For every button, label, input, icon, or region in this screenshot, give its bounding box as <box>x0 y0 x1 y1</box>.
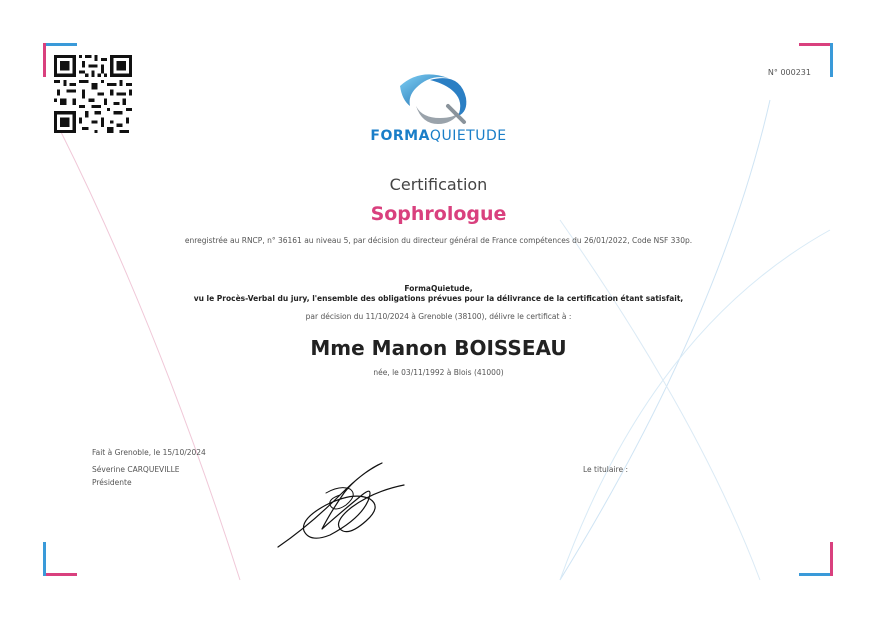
holder-name: Mme Manon BOISSEAU <box>310 336 567 360</box>
registration-text: enregistrée au RNCP, n° 36161 au niveau 5, par décision du directeur général de France compétences du 26/01/2022, Code NSF 330p. <box>184 236 693 245</box>
certification-title: Sophrologue <box>370 203 507 225</box>
signer-name: Séverine CARQUEVILLE <box>92 465 180 474</box>
signature-icon <box>270 455 415 555</box>
signer-role: Présidente <box>92 478 132 487</box>
pv-statement: vu le Procès-Verbal du jury, l'ensemble des obligations prévues pour la délivrance de la certification étant satisfait, <box>193 294 684 303</box>
certification-label: Certification <box>389 175 488 194</box>
organization-name: FormaQuietude, <box>404 284 473 293</box>
qr-code-icon[interactable] <box>54 55 132 133</box>
decision-text: par décision du 11/10/2024 à Grenoble (38100), délivre le certificat à : <box>305 312 572 321</box>
brand-part-forma: FORMA <box>370 128 430 144</box>
holder-birth: née, le 03/11/1992 à Blois (41000) <box>373 368 504 377</box>
place-date: Fait à Grenoble, le 15/10/2024 <box>92 448 206 457</box>
brand-part-quietude: QUIETUDE <box>429 128 507 144</box>
corner-bottom-left <box>43 542 77 576</box>
corner-bottom-right <box>799 542 833 576</box>
holder-label: Le titulaire : <box>583 465 628 474</box>
brand-wordmark <box>0 128 877 144</box>
serial-number: N° 000231 <box>767 68 811 77</box>
